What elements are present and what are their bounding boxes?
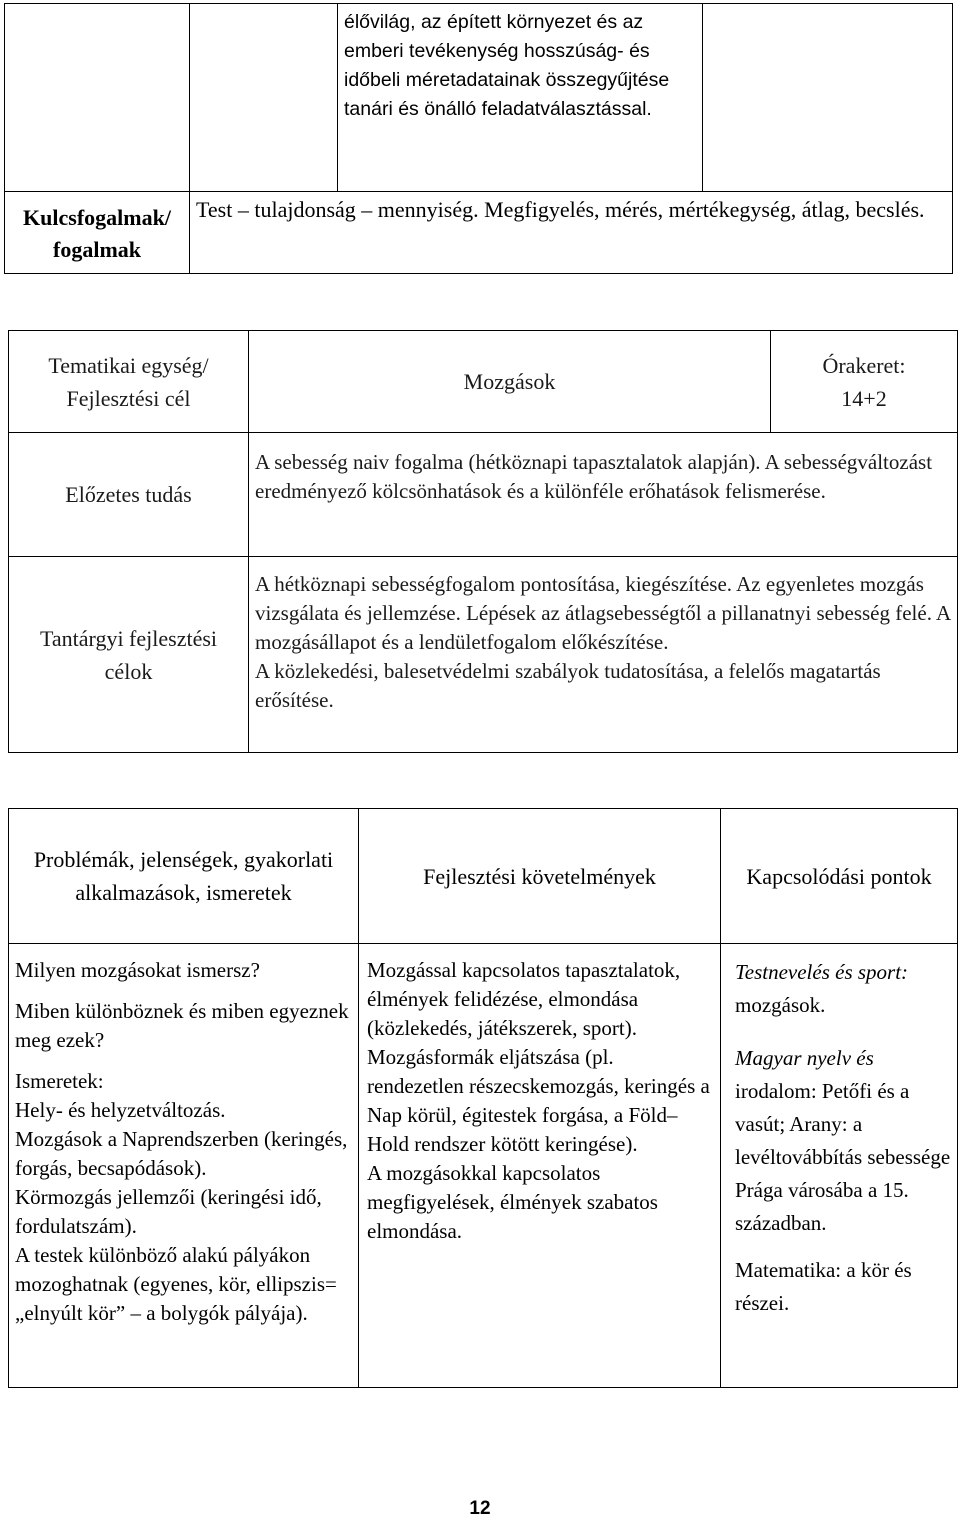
empty-cell xyxy=(190,4,338,192)
header-requirements: Fejlesztési követelmények xyxy=(423,863,656,889)
problems-k2: Mozgások a Naprendszerben (keringés, forgás, becsapódások). xyxy=(15,1127,348,1180)
connections-literature: Magyar nyelv és irodalom: Petőfi és a vasút; Arany: a levéltovábbítás sebessége Prága városába a 15. században. xyxy=(735,1046,951,1235)
connections-math: Matematika: a kör és részei. xyxy=(735,1258,912,1315)
header-problems: Problémák, jelenségek, gyakorlati alkalmazások, ismeretek xyxy=(33,847,334,905)
empty-cell xyxy=(703,4,953,192)
problems-k3: Körmozgás jellemzői (keringési idő, fordulatszám). xyxy=(15,1185,322,1238)
goals-label: Tantárgyi fejlesztési célok xyxy=(39,625,218,684)
hours: Órakeret: 14+2 xyxy=(822,352,906,411)
goals-text-2: A közlekedési, balesetvédelmi szabályok tudatosítása, a felelős magatartás erősítése. xyxy=(255,659,881,712)
connections-pe: Testnevelés és sport: mozgások. xyxy=(735,960,909,1017)
table-unit xyxy=(8,330,958,753)
key-concepts-value: Test – tulajdonság – mennyiség. Megfigyelés, mérés, mértékegység, átlag, becslés. xyxy=(196,197,925,222)
unit-label: Tematikai egység/ Fejlesztési cél xyxy=(48,352,209,411)
problems-q2: Miben különböznek és miben egyeznek meg ezek? xyxy=(15,999,349,1052)
goals-text-1: A hétköznapi sebességfogalom pontosítása, kiegészítése. Az egyenletes mozgás vizsgálata és jellemzése. Lépések az átlagsebességtől a pillanatnyi sebesség felé. A mozgásállapot és a lendületfogalom előkészítése. xyxy=(255,572,951,654)
continuation-text: élővilág, az épített környezet és az emberi tevékenység hosszúság- és időbeli méretadatainak összegyűjtése tanári és önálló feladatválasztással. xyxy=(344,11,670,120)
problems-q1: Milyen mozgásokat ismersz? xyxy=(15,958,260,982)
table-contents xyxy=(8,808,958,1388)
problems-k4: A testek különböző alakú pályákon mozoghatnak (egyenes, kör, ellipszis= „elnyúlt kör” – a bolygók pályája). xyxy=(15,1243,337,1325)
key-concepts-label: Kulcsfogalmak/ fogalmak xyxy=(23,204,171,262)
table-key-concepts xyxy=(4,3,953,274)
prior-knowledge-text: A sebesség naiv fogalma (hétköznapi tapasztalatok alapján). A sebességváltozást eredményező kölcsönhatások és a különféle erőhatások felismerése. xyxy=(255,450,933,503)
header-connections: Kapcsolódási pontok xyxy=(746,863,932,889)
problems-k1: Hely- és helyzetváltozás. xyxy=(15,1098,226,1122)
unit-title: Mozgások xyxy=(463,369,556,394)
page-number: 12 xyxy=(469,1498,491,1519)
requirements-r2: A mozgásokkal kapcsolatos megfigyelések, élmények szabatos elmondása. xyxy=(367,1161,658,1243)
requirements-r1: Mozgással kapcsolatos tapasztalatok, élmények felidézése, elmondása (közlekedés, játékszerek, sport). Mozgásformák eljátszása (pl. rendezetlen részecskemozgás, keringés a Nap körül, égitestek forgása, a Föld–Hold rendszer kötött keringése). xyxy=(367,958,710,1156)
empty-cell xyxy=(5,4,190,192)
prior-knowledge-label: Előzetes tudás xyxy=(65,482,192,507)
problems-knowledge-label: Ismeretek: xyxy=(15,1069,104,1093)
